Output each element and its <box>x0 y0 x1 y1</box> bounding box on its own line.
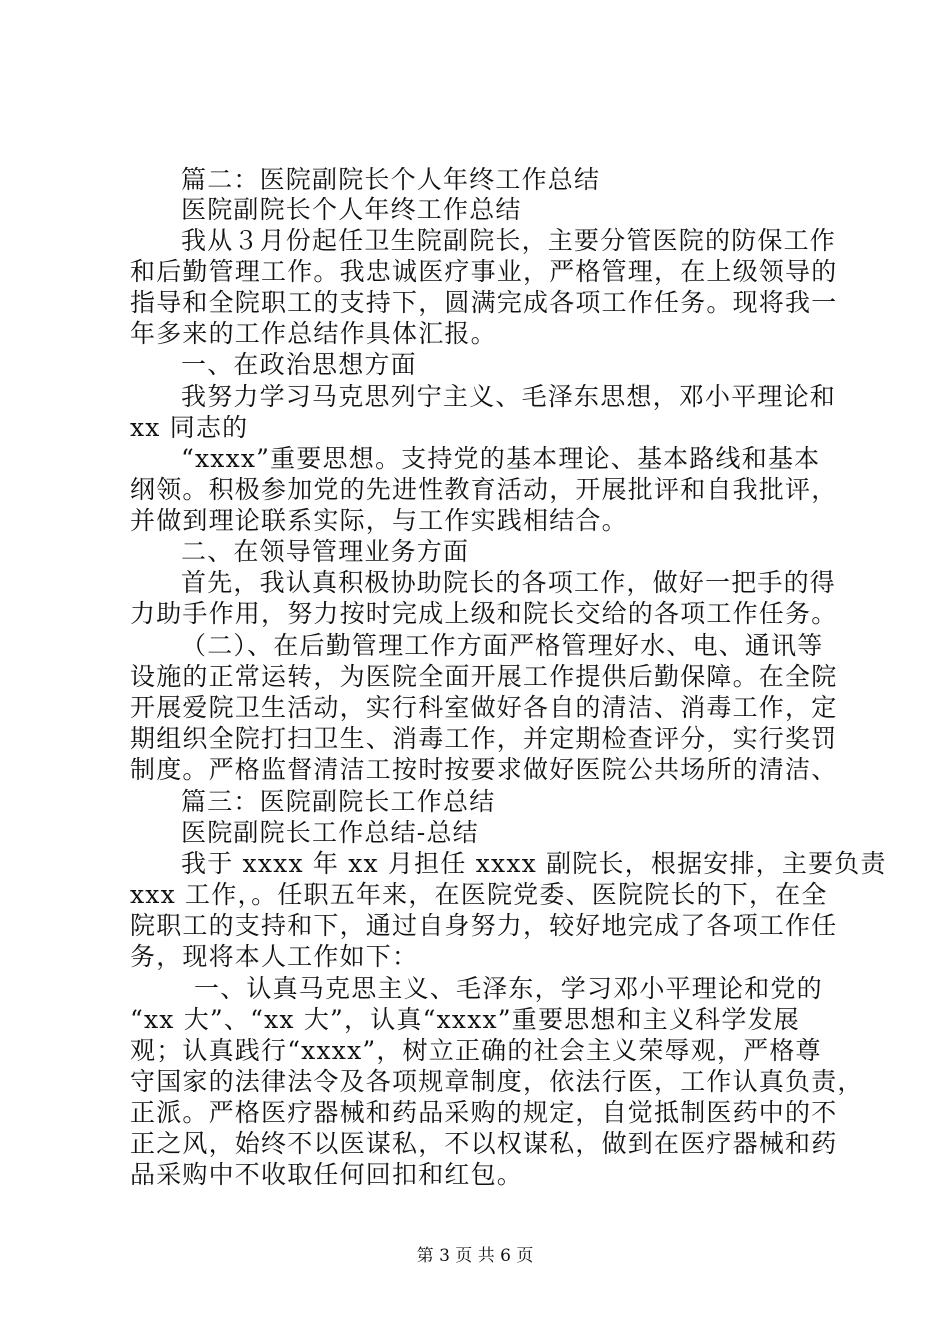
text-line: 设施的正常运转，为医院全面开展工作提供后勤保障。在全院 <box>130 662 838 691</box>
text-line: （二）、在后勤管理工作方面严格管理好水、电、通讯等 <box>181 631 824 660</box>
text-line: xxx 工作，。任职五年来，在医院党委、医院院长的下，在全 <box>130 880 828 909</box>
text-line: 我于 xxxx 年 xx 月担任 xxxx 副院长，根据安排，主要负责 <box>181 849 887 878</box>
text-line: “xx 大”、“xx 大”，认真“xxxx”重要思想和主义科学发展 <box>130 1005 800 1034</box>
text-line: 期组织全院打扫卫生、消毒工作，并定期检查评分，实行奖罚 <box>130 724 838 753</box>
text-line: 品采购中不收取任何回扣和红包。 <box>130 1160 524 1189</box>
text-line: 篇三：医院副院长工作总结 <box>181 787 496 816</box>
text-line: xx 同志的 <box>130 413 249 442</box>
text-line: 我从３月份起任卫生院副院长，主要分管医院的防保工作 <box>181 226 837 255</box>
text-line: 院职工的支持和下，通过自身努力，较好地完成了各项工作任 <box>130 911 838 940</box>
text-line: 一、在政治思想方面 <box>181 350 417 379</box>
page-number-footer: 第 3 页 共 6 页 <box>416 1246 534 1266</box>
text-line: 和后勤管理工作。我忠诚医疗事业，严格管理，在上级领导的 <box>130 257 838 286</box>
text-line: 正派。严格医疗器械和药品采购的规定，自觉抵制医药中的不 <box>130 1098 838 1127</box>
text-line: 并做到理论联系实际，与工作实践相结合。 <box>130 506 628 535</box>
text-line: 务，现将本人工作如下： <box>130 942 419 971</box>
text-line: 医院副院长个人年终工作总结 <box>181 195 522 224</box>
text-line: 制度。严格监督清洁工按时按要求做好医院公共场所的清洁、 <box>130 755 838 784</box>
text-line: 力助手作用，努力按时完成上级和院长交给的各项工作任务。 <box>130 599 838 628</box>
text-line: 一、认真马克思主义、毛泽东，学习邓小平理论和党的 <box>194 974 823 1003</box>
text-line: 年多来的工作总结作具体汇报。 <box>130 319 497 348</box>
text-line: 二、在领导管理业务方面 <box>181 537 470 566</box>
text-line: 指导和全院职工的支持下，圆满完成各项工作任务。现将我一 <box>130 288 838 317</box>
text-line: “xxxx”重要思想。支持党的基本理论、基本路线和基本 <box>181 444 821 473</box>
text-line: 观；认真践行“xxxx”，树立正确的社会主义荣辱观，严格尊 <box>130 1036 822 1065</box>
text-line: 篇二：医院副院长个人年终工作总结 <box>181 165 601 194</box>
text-line: 正之风，始终不以医谋私，不以权谋私，做到在医疗器械和药 <box>130 1129 838 1158</box>
text-line: 守国家的法律法令及各项规章制度，依法行医，工作认真负责， <box>130 1067 864 1096</box>
text-line: 医院副院长工作总结-总结 <box>181 818 479 847</box>
text-line: 首先，我认真积极协助院长的各项工作，做好一把手的得 <box>181 568 837 597</box>
text-line: 开展爱院卫生活动，实行科室做好各自的清洁、消毒工作，定 <box>130 693 838 722</box>
text-line: 纲领。积极参加党的先进性教育活动，开展批评和自我批评， <box>130 475 838 504</box>
text-line: 我努力学习马克思列宁主义、毛泽东思想，邓小平理论和 <box>181 382 837 411</box>
